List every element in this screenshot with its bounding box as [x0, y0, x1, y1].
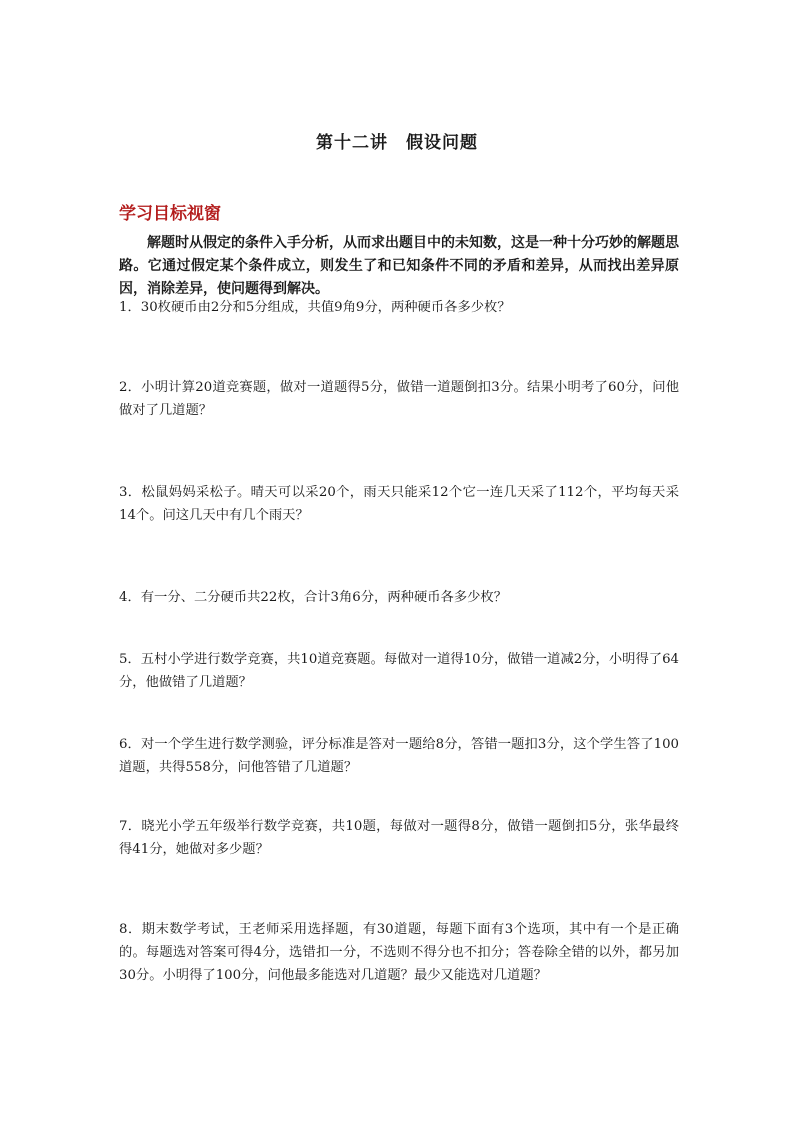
problem-8: 8．期末数学考试，王老师采用选择题，有30道题，每题下面有3个选项，其中有一个是正确的。每题选对答案可得4分，选错扣一分，不选则不得分也不扣分；答卷除全错的以外，都另加30分。小明得了100分，问他最多能选对几道题？最少又能选对几道题？ — [119, 922, 679, 983]
page-title: 第十二讲 假设问题 — [316, 133, 478, 153]
section-heading: 学习目标视窗 — [119, 204, 221, 224]
problem-3: 3．松鼠妈妈采松子。晴天可以采20个，雨天只能采12个它一连几天采了112个，平均每天采14个。问这几天中有几个雨天？ — [119, 485, 679, 523]
problem-6: 6．对一个学生进行数学测验，评分标准是答对一题给8分，答错一题扣3分，这个学生答了100道题，共得558分，问他答错了几道题？ — [119, 737, 679, 775]
problem-4: 4．有一分、二分硬币共22枚，合计3角6分，两种硬币各多少枚？ — [119, 590, 508, 605]
problem-2: 2．小明计算20道竞赛题，做对一道题得5分，做错一道题倒扣3分。结果小明考了60分，问他做对了几道题？ — [119, 380, 679, 418]
problem-5: 5．五村小学进行数学竞赛，共10道竞赛题。每做对一道得10分，做错一道减2分，小明得了64分，他做错了几道题？ — [119, 652, 679, 690]
intro-paragraph: 解题时从假定的条件入手分析，从而求出题目中的未知数，这是一种十分巧妙的解题思路。它通过假定某个条件成立，则发生了和已知条件不同的矛盾和差异，从而找出差异原因，消除差异，使问题得到解决。 — [119, 235, 679, 297]
problem-1: 1．30枚硬币由2分和5分组成，共值9角9分，两种硬币各多少枚？ — [119, 300, 511, 315]
problem-7: 7．晓光小学五年级举行数学竞赛，共10题，每做对一题得8分，做错一题倒扣5分，张华最终得41分，她做对多少题？ — [119, 819, 679, 857]
